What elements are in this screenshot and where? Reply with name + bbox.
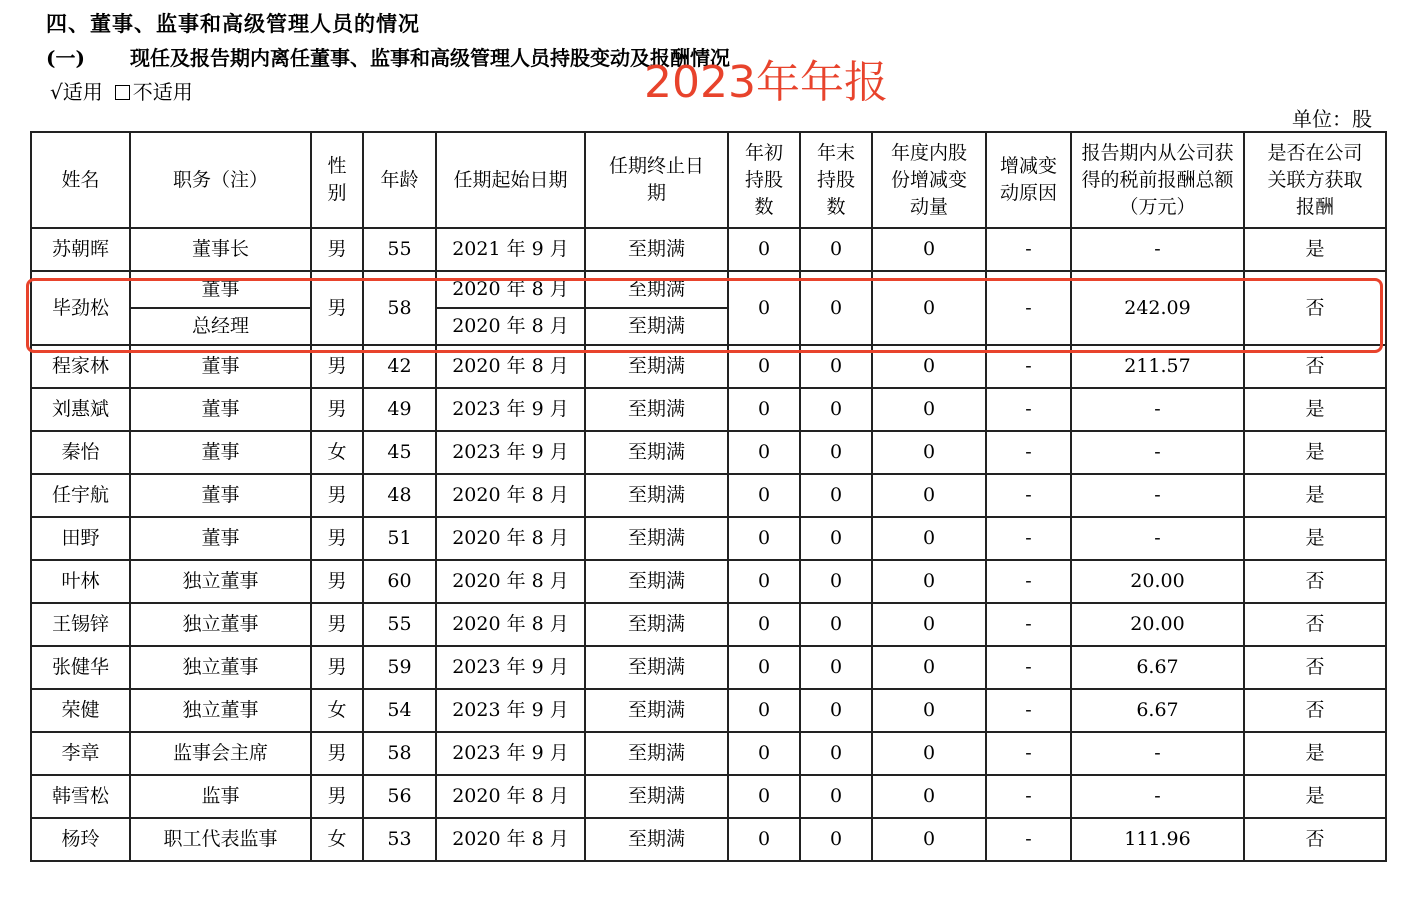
cell-end: 至期满 — [585, 646, 728, 689]
cell-gender: 女 — [311, 818, 363, 861]
table-row — [31, 603, 1386, 646]
cell-end-shares: 0 — [800, 474, 872, 517]
cell-title: 总经理 — [130, 308, 311, 345]
cell-age: 60 — [363, 560, 436, 603]
cell-name: 张健华 — [31, 646, 130, 689]
cell-reason: - — [986, 388, 1071, 431]
cell-name: 杨玲 — [31, 818, 130, 861]
cell-start: 2020 年 8 月 — [436, 603, 585, 646]
subsection-number: (一) — [46, 46, 85, 70]
cell-related: 否 — [1244, 271, 1386, 345]
cell-pay: - — [1071, 775, 1244, 818]
cell-reason: - — [986, 775, 1071, 818]
table-row — [31, 732, 1386, 775]
applicable-checked: √适用 — [50, 80, 103, 104]
cell-end-shares: 0 — [800, 388, 872, 431]
cell-begin-shares: 0 — [728, 388, 800, 431]
cell-end-shares: 0 — [800, 228, 872, 271]
not-applicable-label: 不适用 — [132, 80, 193, 104]
cell-end-shares: 0 — [800, 732, 872, 775]
cell-start: 2020 年 8 月 — [436, 271, 585, 308]
cell-age: 59 — [363, 646, 436, 689]
table-row — [31, 431, 1386, 474]
table-row — [31, 560, 1386, 603]
cell-name: 苏朝晖 — [31, 228, 130, 271]
cell-name: 荣健 — [31, 689, 130, 732]
cell-gender: 男 — [311, 228, 363, 271]
cell-change: 0 — [872, 689, 986, 732]
cell-related: 是 — [1244, 431, 1386, 474]
cell-gender: 女 — [311, 431, 363, 474]
header-change: 年度内股份增减变动量 — [872, 132, 986, 228]
cell-related: 否 — [1244, 689, 1386, 732]
header-end: 任期终止日期 — [585, 132, 728, 228]
subsection-heading — [46, 42, 730, 71]
cell-end: 至期满 — [585, 517, 728, 560]
cell-related: 是 — [1244, 775, 1386, 818]
cell-change: 0 — [872, 474, 986, 517]
cell-age: 55 — [363, 603, 436, 646]
cell-start: 2023 年 9 月 — [436, 388, 585, 431]
cell-end: 至期满 — [585, 818, 728, 861]
cell-change: 0 — [872, 517, 986, 560]
cell-reason: - — [986, 228, 1071, 271]
cell-end: 至期满 — [585, 603, 728, 646]
cell-related: 是 — [1244, 228, 1386, 271]
cell-related: 是 — [1244, 388, 1386, 431]
cell-start: 2023 年 9 月 — [436, 431, 585, 474]
cell-related: 是 — [1244, 517, 1386, 560]
cell-end: 至期满 — [585, 388, 728, 431]
cell-age: 49 — [363, 388, 436, 431]
cell-title: 独立董事 — [130, 603, 311, 646]
cell-change: 0 — [872, 646, 986, 689]
cell-start: 2021 年 9 月 — [436, 228, 585, 271]
cell-name: 程家林 — [31, 345, 130, 388]
cell-title: 董事 — [130, 517, 311, 560]
header-reason: 增减变动原因 — [986, 132, 1071, 228]
cell-begin-shares: 0 — [728, 775, 800, 818]
cell-title: 监事会主席 — [130, 732, 311, 775]
cell-title: 董事 — [130, 345, 311, 388]
cell-age: 54 — [363, 689, 436, 732]
cell-pay: - — [1071, 431, 1244, 474]
cell-change: 0 — [872, 228, 986, 271]
cell-reason: - — [986, 345, 1071, 388]
cell-end-shares: 0 — [800, 560, 872, 603]
cell-begin-shares: 0 — [728, 646, 800, 689]
cell-end: 至期满 — [585, 560, 728, 603]
cell-begin-shares: 0 — [728, 603, 800, 646]
cell-end-shares: 0 — [800, 517, 872, 560]
cell-reason: - — [986, 646, 1071, 689]
header-related: 是否在公司关联方获取报酬 — [1244, 132, 1386, 228]
cell-begin-shares: 0 — [728, 517, 800, 560]
cell-name: 李章 — [31, 732, 130, 775]
cell-end: 至期满 — [585, 474, 728, 517]
cell-begin-shares: 0 — [728, 474, 800, 517]
cell-reason: - — [986, 474, 1071, 517]
cell-name: 刘惠斌 — [31, 388, 130, 431]
header-age: 年龄 — [363, 132, 436, 228]
cell-begin-shares: 0 — [728, 271, 800, 345]
cell-title: 监事 — [130, 775, 311, 818]
cell-pay: - — [1071, 517, 1244, 560]
cell-title: 独立董事 — [130, 646, 311, 689]
cell-change: 0 — [872, 603, 986, 646]
cell-begin-shares: 0 — [728, 560, 800, 603]
cell-name: 叶林 — [31, 560, 130, 603]
cell-pay: - — [1071, 388, 1244, 431]
cell-age: 58 — [363, 732, 436, 775]
cell-age: 48 — [363, 474, 436, 517]
cell-reason: - — [986, 818, 1071, 861]
cell-age: 56 — [363, 775, 436, 818]
cell-change: 0 — [872, 271, 986, 345]
cell-start: 2023 年 9 月 — [436, 646, 585, 689]
cell-gender: 男 — [311, 345, 363, 388]
cell-name: 王锡锌 — [31, 603, 130, 646]
cell-end-shares: 0 — [800, 431, 872, 474]
cell-gender: 男 — [311, 775, 363, 818]
cell-end: 至期满 — [585, 732, 728, 775]
cell-begin-shares: 0 — [728, 732, 800, 775]
cell-begin-shares: 0 — [728, 431, 800, 474]
cell-gender: 女 — [311, 689, 363, 732]
table-row — [31, 517, 1386, 560]
cell-reason: - — [986, 689, 1071, 732]
checkbox-icon — [115, 85, 130, 100]
cell-change: 0 — [872, 431, 986, 474]
cell-start: 2020 年 8 月 — [436, 474, 585, 517]
cell-pay: 242.09 — [1071, 271, 1244, 345]
cell-end: 至期满 — [585, 345, 728, 388]
cell-gender: 男 — [311, 646, 363, 689]
header-pay: 报告期内从公司获得的税前报酬总额（万元） — [1071, 132, 1244, 228]
cell-title: 职工代表监事 — [130, 818, 311, 861]
header-gender: 性别 — [311, 132, 363, 228]
table-row — [31, 345, 1386, 388]
cell-title: 董事 — [130, 388, 311, 431]
cell-change: 0 — [872, 345, 986, 388]
header-begin-shares: 年初持股数 — [728, 132, 800, 228]
cell-title: 独立董事 — [130, 560, 311, 603]
cell-age: 42 — [363, 345, 436, 388]
cell-end-shares: 0 — [800, 646, 872, 689]
cell-name: 秦怡 — [31, 431, 130, 474]
cell-gender: 男 — [311, 388, 363, 431]
cell-age: 58 — [363, 271, 436, 345]
cell-name: 田野 — [31, 517, 130, 560]
table-row — [31, 474, 1386, 517]
cell-pay: 20.00 — [1071, 603, 1244, 646]
cell-end-shares: 0 — [800, 689, 872, 732]
cell-gender: 男 — [311, 732, 363, 775]
cell-age: 55 — [363, 228, 436, 271]
applicability-line — [50, 76, 193, 105]
cell-begin-shares: 0 — [728, 689, 800, 732]
cell-title: 董事长 — [130, 228, 311, 271]
cell-reason: - — [986, 517, 1071, 560]
cell-start: 2020 年 8 月 — [436, 345, 585, 388]
cell-title: 董事 — [130, 431, 311, 474]
table-row — [31, 228, 1386, 271]
cell-start: 2020 年 8 月 — [436, 517, 585, 560]
red-annotation: 2023年年报 — [644, 57, 888, 108]
cell-name: 韩雪松 — [31, 775, 130, 818]
cell-pay: - — [1071, 732, 1244, 775]
cell-end: 至期满 — [585, 271, 728, 308]
cell-age: 51 — [363, 517, 436, 560]
cell-begin-shares: 0 — [728, 228, 800, 271]
cell-gender: 男 — [311, 603, 363, 646]
header-row — [31, 132, 1386, 228]
cell-end-shares: 0 — [800, 775, 872, 818]
cell-gender: 男 — [311, 517, 363, 560]
cell-change: 0 — [872, 775, 986, 818]
header-start: 任期起始日期 — [436, 132, 585, 228]
cell-end-shares: 0 — [800, 345, 872, 388]
header-name: 姓名 — [31, 132, 130, 228]
table-row — [31, 689, 1386, 732]
header-title: 职务（注） — [130, 132, 311, 228]
cell-related: 是 — [1244, 474, 1386, 517]
cell-start: 2020 年 8 月 — [436, 775, 585, 818]
cell-end-shares: 0 — [800, 603, 872, 646]
cell-change: 0 — [872, 732, 986, 775]
cell-age: 45 — [363, 431, 436, 474]
table-row — [31, 775, 1386, 818]
cell-name: 任宇航 — [31, 474, 130, 517]
cell-start: 2020 年 8 月 — [436, 560, 585, 603]
cell-begin-shares: 0 — [728, 345, 800, 388]
cell-reason: - — [986, 732, 1071, 775]
cell-related: 否 — [1244, 603, 1386, 646]
cell-change: 0 — [872, 818, 986, 861]
cell-end: 至期满 — [585, 431, 728, 474]
cell-gender: 男 — [311, 560, 363, 603]
cell-start: 2020 年 8 月 — [436, 308, 585, 345]
cell-reason: - — [986, 603, 1071, 646]
cell-start: 2023 年 9 月 — [436, 689, 585, 732]
header-end-shares: 年末持股数 — [800, 132, 872, 228]
table-row — [31, 388, 1386, 431]
cell-begin-shares: 0 — [728, 818, 800, 861]
cell-start: 2020 年 8 月 — [436, 818, 585, 861]
table-row-highlighted — [31, 271, 1386, 308]
cell-pay: 6.67 — [1071, 689, 1244, 732]
cell-title: 董事 — [130, 474, 311, 517]
cell-reason: - — [986, 560, 1071, 603]
cell-change: 0 — [872, 560, 986, 603]
cell-reason: - — [986, 271, 1071, 345]
cell-end-shares: 0 — [800, 271, 872, 345]
cell-pay: 6.67 — [1071, 646, 1244, 689]
cell-pay: 211.57 — [1071, 345, 1244, 388]
cell-title: 董事 — [130, 271, 311, 308]
unit-label: 单位：股 — [1292, 107, 1372, 131]
cell-related: 否 — [1244, 560, 1386, 603]
cell-related: 否 — [1244, 646, 1386, 689]
cell-gender: 男 — [311, 271, 363, 345]
cell-end: 至期满 — [585, 775, 728, 818]
cell-change: 0 — [872, 388, 986, 431]
cell-end: 至期满 — [585, 308, 728, 345]
cell-gender: 男 — [311, 474, 363, 517]
cell-pay: 111.96 — [1071, 818, 1244, 861]
cell-end-shares: 0 — [800, 818, 872, 861]
directors-table — [30, 131, 1387, 862]
table-row — [31, 646, 1386, 689]
cell-related: 是 — [1244, 732, 1386, 775]
cell-reason: - — [986, 431, 1071, 474]
cell-age: 53 — [363, 818, 436, 861]
cell-pay: - — [1071, 228, 1244, 271]
cell-end: 至期满 — [585, 228, 728, 271]
cell-related: 否 — [1244, 345, 1386, 388]
cell-start: 2023 年 9 月 — [436, 732, 585, 775]
subsection-title: 现任及报告期内离任董事、监事和高级管理人员持股变动及报酬情况 — [130, 46, 730, 70]
cell-title: 独立董事 — [130, 689, 311, 732]
cell-name: 毕劲松 — [31, 271, 130, 345]
cell-pay: - — [1071, 474, 1244, 517]
cell-related: 否 — [1244, 818, 1386, 861]
table-row — [31, 818, 1386, 861]
cell-end: 至期满 — [585, 689, 728, 732]
cell-pay: 20.00 — [1071, 560, 1244, 603]
section-heading: 四、董事、监事和高级管理人员的情况 — [46, 11, 420, 36]
